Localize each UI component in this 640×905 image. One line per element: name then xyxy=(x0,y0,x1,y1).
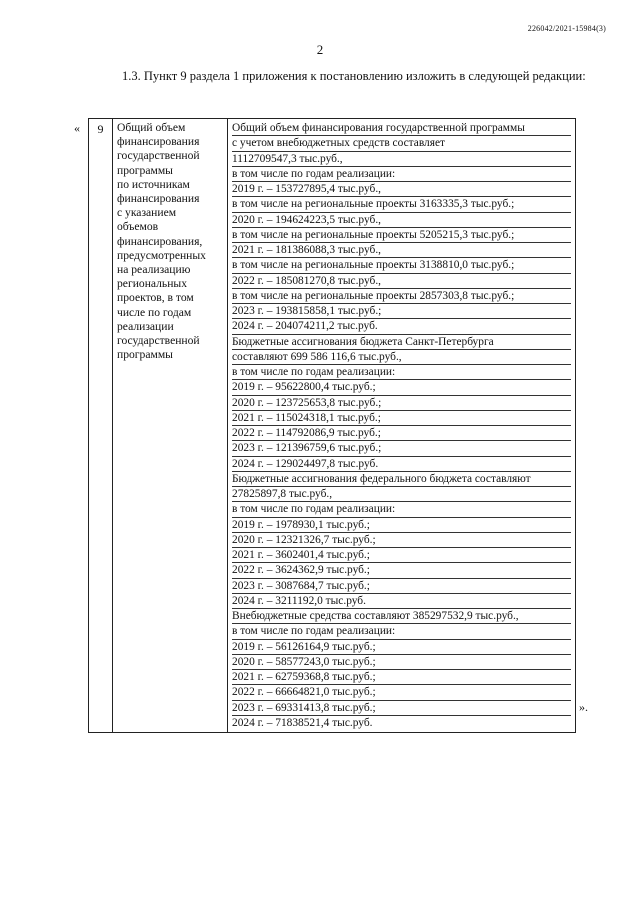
name-line: по источникам xyxy=(117,177,190,191)
body-line: в том числе на региональные проекты 2857303,8 тыс.руб.; xyxy=(232,289,571,304)
body-line: 2020 г. – 194624223,5 тыс.руб., xyxy=(232,213,571,228)
body-line: 2021 г. – 62759368,8 тыс.руб.; xyxy=(232,670,571,685)
body-line: 2023 г. – 121396759,6 тыс.руб.; xyxy=(232,441,571,456)
body-line: 2024 г. – 129024497,8 тыс.руб. xyxy=(232,457,571,472)
name-line: программы xyxy=(117,348,173,362)
body-line: 2022 г. – 185081270,8 тыс.руб., xyxy=(232,274,571,289)
body-line: в том числе на региональные проекты 3138810,0 тыс.руб.; xyxy=(232,258,571,273)
name-line: программы xyxy=(117,163,173,177)
closing-quote: ». xyxy=(579,700,588,714)
name-line: финансирования xyxy=(117,135,200,149)
body-line: 2023 г. – 69331413,8 тыс.руб.; xyxy=(232,701,571,716)
body-line: 2022 г. – 3624362,9 тыс.руб.; xyxy=(232,563,571,578)
body-line: 2019 г. – 95622800,4 тыс.руб.; xyxy=(232,380,571,395)
body-line: 2021 г. – 181386088,3 тыс.руб., xyxy=(232,243,571,258)
body-line: Внебюджетные средства составляют 385297532,9 тыс.руб., xyxy=(232,609,571,624)
name-line: на реализацию xyxy=(117,263,191,277)
body-line: 2021 г. – 115024318,1 тыс.руб.; xyxy=(232,411,571,426)
document-id: 226042/2021-15984(3) xyxy=(527,24,606,33)
body-line: 27825897,8 тыс.руб., xyxy=(232,487,571,502)
body-line: в том числе на региональные проекты 3163335,3 тыс.руб.; xyxy=(232,197,571,212)
body-line: 2019 г. – 153727895,4 тыс.руб., xyxy=(232,182,571,197)
name-line: проектов, в том xyxy=(117,291,194,305)
body-line: 2022 г. – 66664821,0 тыс.руб.; xyxy=(232,685,571,700)
name-line: числе по годам xyxy=(117,305,192,319)
body-line: 2019 г. – 56126164,9 тыс.руб.; xyxy=(232,640,571,655)
body-line: составляют 699 586 116,6 тыс.руб., xyxy=(232,350,571,365)
body-line: 2023 г. – 193815858,1 тыс.руб.; xyxy=(232,304,571,319)
name-line: государственной xyxy=(117,334,200,348)
body-line: 2024 г. – 204074211,2 тыс.руб. xyxy=(232,319,571,334)
body-line: 2020 г. – 58577243,0 тыс.руб.; xyxy=(232,655,571,670)
row-body-cell xyxy=(228,119,576,733)
body-line: 2020 г. – 123725653,8 тыс.руб.; xyxy=(232,396,571,411)
intro-paragraph: 1.3. Пункт 9 раздела 1 приложения к постановлению изложить в следующей редакции: xyxy=(122,69,586,83)
name-line: финансирования xyxy=(117,192,200,206)
opening-quote: « xyxy=(74,121,80,135)
body-line: 2024 г. – 71838521,4 тыс.руб. xyxy=(232,716,373,729)
body-line: 2022 г. – 114792086,9 тыс.руб.; xyxy=(232,426,571,441)
body-line: 2024 г. – 3211192,0 тыс.руб. xyxy=(232,594,571,609)
row-number-cell: 9 xyxy=(89,119,113,733)
body-line: в том числе на региональные проекты 5205215,3 тыс.руб.; xyxy=(232,228,571,243)
body-line: в том числе по годам реализации: xyxy=(232,365,571,380)
name-line: предусмотренных xyxy=(117,248,206,262)
body-line: в том числе по годам реализации: xyxy=(232,502,571,517)
body-line: в том числе по годам реализации: xyxy=(232,167,571,182)
name-line: объемов xyxy=(117,220,159,234)
body-line: 2019 г. – 1978930,1 тыс.руб.; xyxy=(232,518,571,533)
body-line: Бюджетные ассигнования федерального бюджета составляют xyxy=(232,472,571,487)
name-line: финансирования, xyxy=(117,234,203,248)
body-line: 2020 г. – 12321326,7 тыс.руб.; xyxy=(232,533,571,548)
name-line: реализации xyxy=(117,319,174,333)
body-line: Общий объем финансирования государственной программы xyxy=(232,121,571,136)
row-name-cell xyxy=(113,119,228,733)
body-line: Бюджетные ассигнования бюджета Санкт-Петербурга xyxy=(232,335,571,350)
name-line: региональных xyxy=(117,277,188,291)
body-line: в том числе по годам реализации: xyxy=(232,624,571,639)
body-line: 1112709547,3 тыс.руб., xyxy=(232,152,571,167)
table-row xyxy=(89,119,576,733)
name-line: с указанием xyxy=(117,206,177,220)
body-line: 2023 г. – 3087684,7 тыс.руб.; xyxy=(232,579,571,594)
body-line: с учетом внебюджетных средств составляет xyxy=(232,136,571,151)
name-line: государственной xyxy=(117,149,200,163)
name-line: Общий объем xyxy=(117,121,186,134)
body-line: 2021 г. – 3602401,4 тыс.руб.; xyxy=(232,548,571,563)
program-table xyxy=(88,118,576,733)
page-number: 2 xyxy=(316,42,324,57)
